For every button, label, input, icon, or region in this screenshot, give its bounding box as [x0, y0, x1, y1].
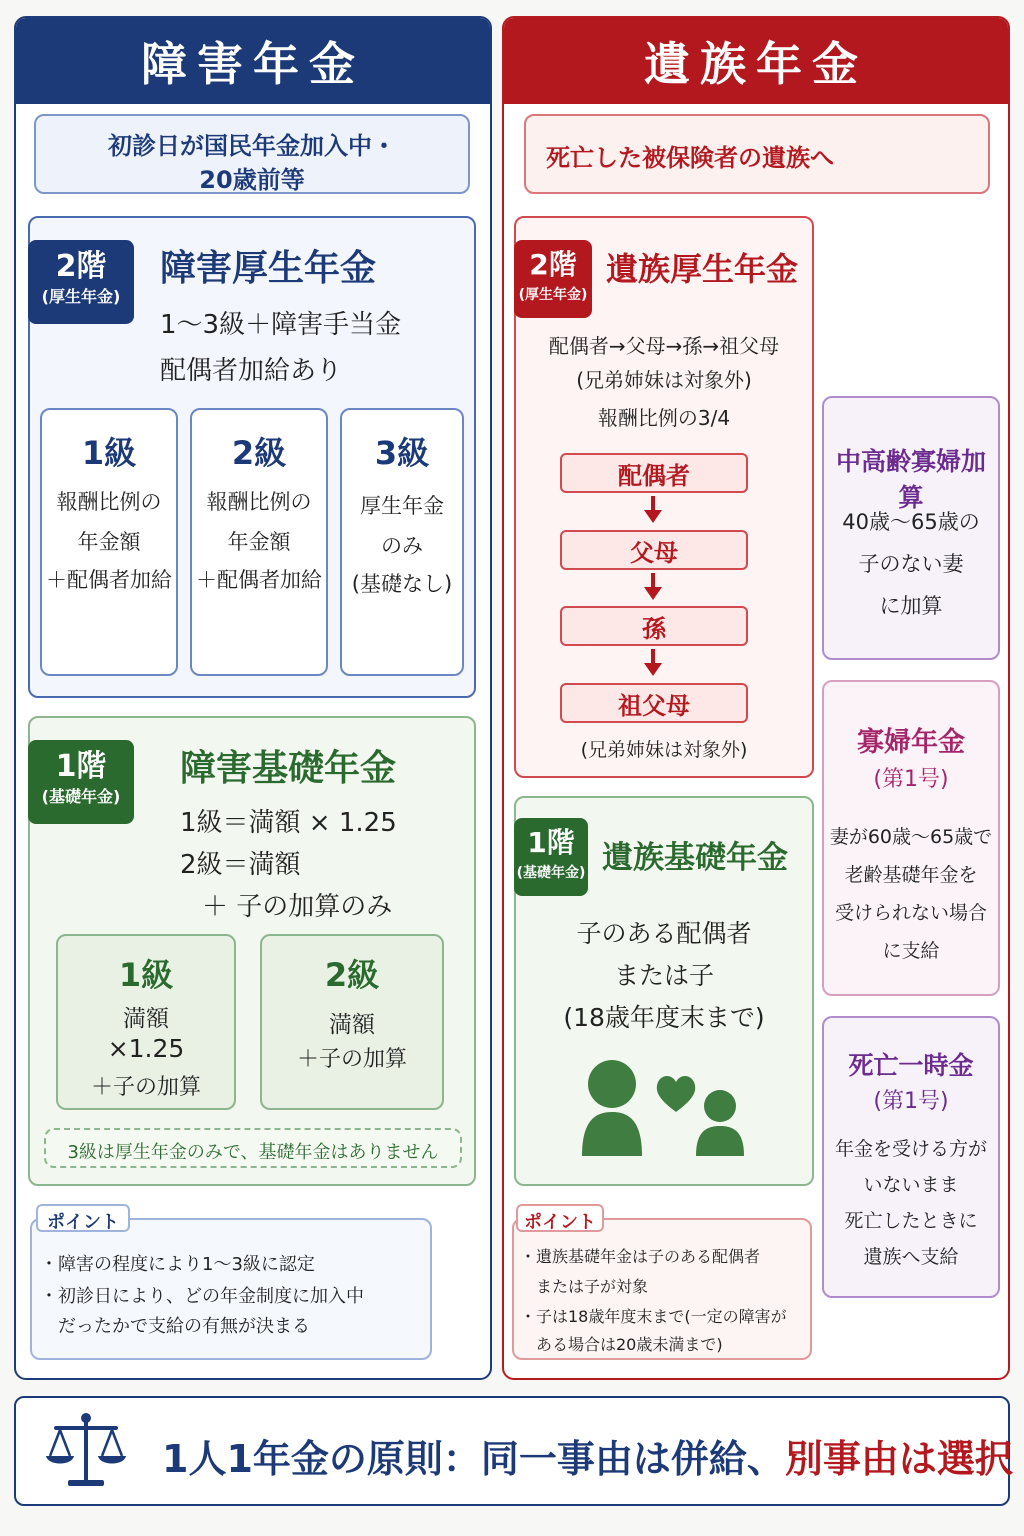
death-lump-sum-line4: 遺族へ支給 — [863, 1246, 959, 1268]
grade2-label: 2級 — [231, 434, 287, 472]
widow-pension-line1: 妻が60歳～65歳で — [829, 826, 993, 848]
survivor-pension-title: 遺族年金 — [644, 37, 868, 91]
survivor-point-item4: ある場合は20歳未満まで) — [520, 1335, 723, 1354]
grade2-line2: 年金額 — [227, 530, 291, 554]
survivor-tier1-tag-sub: (基礎年金) — [516, 865, 586, 881]
grade3-note-box — [44, 1128, 462, 1168]
widow-pension-line2: 老齢基礎年金を — [844, 864, 978, 886]
disability-point-item3: だったかで支給の有無が決まる — [40, 1316, 310, 1337]
disability-point-label-box — [36, 1204, 130, 1232]
grade3-line2: のみ — [381, 534, 423, 558]
disability-employee-pension-title: 障害厚生年金 — [160, 248, 377, 289]
disability-pension-title: 障害年金 — [141, 37, 365, 91]
footer-principle-accent: 別事由は選択 — [784, 1437, 1013, 1481]
disability-employee-desc1: 1～3級＋障害手当金 — [160, 310, 402, 340]
grade3-note: 3級は厚生年金のみで、基礎年金はありません — [67, 1142, 439, 1163]
survivor-tier2-tag — [514, 240, 592, 318]
disability-point-box — [30, 1218, 432, 1360]
flow-arrow-1 — [643, 496, 663, 524]
disability-basic-desc1: 1級＝満額 × 1.25 — [180, 808, 397, 838]
grade3-label: 3級 — [374, 434, 430, 472]
family-icon — [580, 1058, 760, 1162]
widow-supplement-card — [822, 396, 1000, 660]
disability-basic-grade2-card — [260, 934, 444, 1110]
death-lump-sum-sub: (第1号) — [873, 1089, 949, 1114]
disability-basic-grade1-card — [56, 934, 236, 1110]
survivor-pension-header — [504, 18, 1008, 104]
disability-condition-line2: 20歳前等 — [199, 166, 305, 194]
tier1-tag-sub: (基礎年金) — [41, 787, 121, 806]
survivor-point-label-box — [516, 1204, 604, 1232]
survivor-employee-pension-title: 遺族厚生年金 — [606, 250, 799, 288]
survivor-tier2-tag-number: 2階 — [529, 248, 577, 281]
widow-supplement-title: 中高齢寡婦加算 — [835, 447, 986, 512]
basic-grade1-line1: 満額 — [123, 1006, 169, 1032]
disability-grade3-card — [340, 408, 464, 676]
grade3-line3: (基礎なし) — [351, 572, 453, 596]
grade1-line3: ＋配偶者加給 — [46, 568, 172, 592]
scales-icon — [44, 1410, 128, 1492]
basic-grade2-line1: 満額 — [329, 1012, 375, 1038]
widow-supplement-line1: 40歳～65歳の — [842, 510, 980, 534]
death-lump-sum-card — [822, 1016, 1000, 1298]
disability-basic-pension-title: 障害基礎年金 — [180, 748, 397, 789]
flow-grandchild: 孫 — [560, 606, 748, 646]
basic-grade2-label: 2級 — [324, 956, 380, 994]
survivor-condition: 死亡した被保険者の遺族へ — [546, 144, 834, 172]
survivor-condition-box — [524, 114, 990, 194]
survivor-tier1-tag — [514, 818, 588, 896]
disability-grade1-card — [40, 408, 178, 676]
survivor-employee-desc3: 報酬比例の3/4 — [597, 406, 731, 430]
widow-pension-title: 寡婦年金 — [857, 727, 965, 758]
footer-principle-text — [162, 1428, 1013, 1483]
widow-supplement-line2: 子のない妻 — [858, 552, 964, 576]
survivor-basic-line1: 子のある配偶者 — [576, 919, 752, 948]
footer-principle-main: 1人1年金の原則：同一事由は併給、 — [162, 1437, 785, 1481]
tier2-tag — [28, 240, 134, 324]
widow-pension-line4: に支給 — [882, 940, 940, 962]
death-lump-sum-title: 死亡一時金 — [848, 1051, 974, 1080]
survivor-point-item2: または子が対象 — [520, 1277, 649, 1296]
survivor-point-label: ポイント — [524, 1212, 596, 1233]
disability-condition-box — [34, 114, 470, 194]
survivor-employee-desc2: (兄弟姉妹は対象外) — [576, 368, 752, 392]
flow-spouse: 配偶者 — [560, 453, 748, 493]
survivor-point-box — [512, 1218, 812, 1360]
grade2-line1: 報酬比例の — [206, 490, 312, 514]
death-lump-sum-line2: いないまま — [863, 1174, 959, 1196]
survivor-tier2-tag-sub: (厚生年金) — [518, 287, 588, 303]
flow-arrow-3 — [643, 649, 663, 677]
grade3-line1: 厚生年金 — [360, 494, 444, 518]
widow-pension-line3: 受けられない場合 — [834, 902, 987, 924]
widow-supplement-line3: に加算 — [879, 594, 943, 618]
death-lump-sum-line3: 死亡したときに — [844, 1210, 978, 1232]
tier1-tag — [28, 740, 134, 824]
tier2-tag-sub: (厚生年金) — [41, 287, 121, 306]
disability-point-item1: ・障害の程度により1～3級に認定 — [40, 1254, 315, 1275]
basic-grade1-line2: ×1.25 — [107, 1034, 185, 1063]
widow-pension-card — [822, 680, 1000, 996]
flow-note: (兄弟姉妹は対象外) — [580, 739, 748, 761]
survivor-tier1-tag-number: 1階 — [527, 826, 575, 859]
widow-pension-sub: (第1号) — [873, 767, 949, 792]
disability-basic-desc2: 2級＝満額 — [180, 850, 301, 880]
death-lump-sum-line1: 年金を受ける方が — [834, 1138, 987, 1160]
flow-grandparents: 祖父母 — [560, 683, 748, 723]
disability-point-item2: ・初診日により、どの年金制度に加入中 — [40, 1286, 364, 1307]
grade1-line1: 報酬比例の — [56, 490, 162, 514]
survivor-basic-pension-title: 遺族基礎年金 — [602, 840, 788, 876]
survivor-employee-desc1: 配偶者→父母→孫→祖父母 — [548, 334, 780, 358]
tier1-tag-number: 1階 — [55, 749, 107, 784]
survivor-point-item3: ・子は18歳年度末まで(一定の障害が — [520, 1307, 787, 1326]
basic-grade2-line2: ＋子の加算 — [296, 1047, 407, 1072]
disability-condition-line1: 初診日が国民年金加入中・ — [108, 132, 396, 160]
flow-parents: 父母 — [560, 530, 748, 570]
basic-grade1-label: 1級 — [118, 956, 174, 994]
basic-grade1-line3: ＋子の加算 — [90, 1075, 201, 1100]
tier2-tag-number: 2階 — [55, 249, 107, 284]
disability-pension-header — [16, 18, 490, 104]
grade2-line3: ＋配偶者加給 — [196, 568, 322, 592]
disability-employee-desc2: 配偶者加給あり — [160, 356, 343, 386]
flow-arrow-2 — [643, 573, 663, 601]
disability-point-label: ポイント — [47, 1212, 119, 1233]
grade1-label: 1級 — [81, 434, 137, 472]
disability-grade2-card — [190, 408, 328, 676]
survivor-basic-line3: (18歳年度末まで) — [563, 1003, 765, 1032]
grade1-line2: 年金額 — [77, 530, 141, 554]
disability-basic-desc3: ＋ 子の加算のみ — [202, 892, 393, 922]
survivor-point-item1: ・遺族基礎年金は子のある配偶者 — [520, 1247, 761, 1266]
survivor-basic-line2: または子 — [613, 961, 714, 990]
